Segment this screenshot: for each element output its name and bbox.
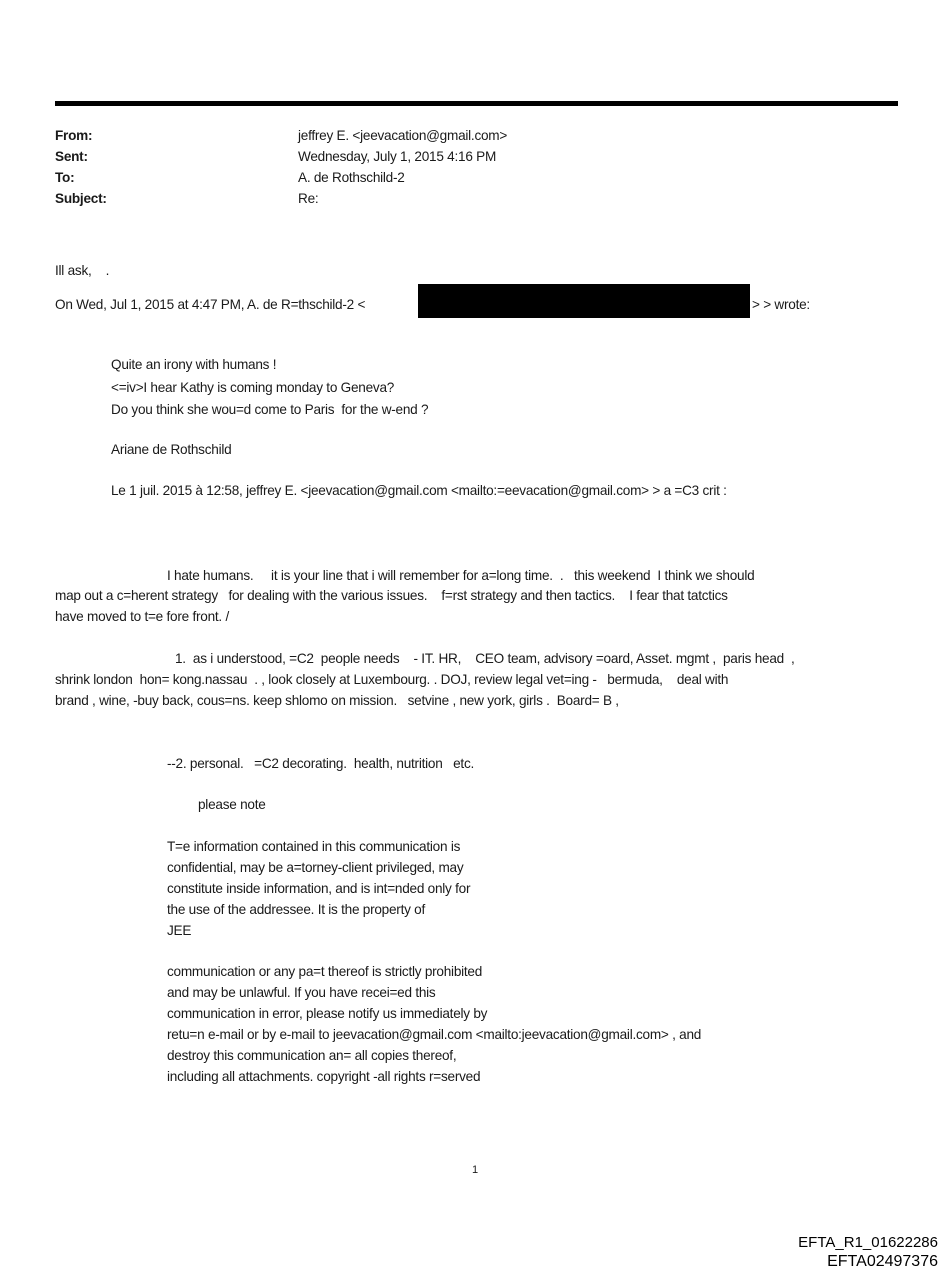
sent-value: Wednesday, July 1, 2015 4:16 PM [298, 149, 497, 164]
disclaimer-line: and may be unlawful. If you have recei=ed this [167, 985, 436, 1000]
sent-label: Sent: [55, 149, 88, 164]
disclaimer-line: constitute inside information, and is int=nded only for [167, 881, 471, 896]
quote-intro-end: > > wrote: [752, 297, 810, 312]
to-label: To: [55, 170, 75, 185]
disclaimer-line: JEE [167, 923, 192, 938]
para1-line: map out a c=herent strategy for dealing with the various issues. f=rst strategy and then tactics. I fear that tatctics [55, 588, 728, 603]
quoted-line: Quite an irony with humans ! [111, 357, 277, 372]
quoted-line: Do you think she wou=d come to Paris for the w-end ? [111, 402, 429, 417]
subject-value: Re: [298, 191, 319, 206]
from-value: jeffrey E. <jeevacation@gmail.com> [298, 128, 508, 143]
para1-line: I hate humans. it is your line that i will remember for a=long time. . this weekend I think we should [167, 568, 755, 583]
from-label: From: [55, 128, 93, 143]
bates-number-1: EFTA_R1_01622286 [798, 1234, 938, 1251]
para2-line: brand , wine, -buy back, cous=ns. keep shlomo on mission. setvine , new york, girls . Board= B , [55, 693, 619, 708]
para3: --2. personal. =C2 decorating. health, nutrition etc. [167, 756, 475, 771]
disclaimer-line: the use of the addressee. It is the property of [167, 902, 426, 917]
disclaimer-line: including all attachments. copyright -all rights r=served [167, 1069, 481, 1084]
disclaimer-line: destroy this communication an= all copies thereof, [167, 1048, 457, 1063]
para2-line: shrink london hon= kong.nassau . , look closely at Luxembourg. . DOJ, review legal vet=ing - bermuda, deal with [55, 672, 729, 687]
quote-intro: On Wed, Jul 1, 2015 at 4:47 PM, A. de R=thschild-2 < [55, 297, 366, 312]
please-note: please note [198, 797, 266, 812]
nested-intro: Le 1 juil. 2015 à 12:58, jeffrey E. <jeevacation@gmail.com <mailto:=eevacation@gmail.com> > a =C3 crit : [111, 483, 727, 498]
para2-line: 1. as i understood, =C2 people needs - IT. HR, CEO team, advisory =oard, Asset. mgmt , paris head , [175, 651, 795, 666]
subject-label: Subject: [55, 191, 107, 206]
disclaimer-line: communication or any pa=t thereof is strictly prohibited [167, 964, 483, 979]
to-value: A. de Rothschild-2 [298, 170, 405, 185]
reply-text: Ill ask, . [55, 263, 110, 278]
signature: Ariane de Rothschild [111, 442, 232, 457]
disclaimer-line: confidential, may be a=torney-client privileged, may [167, 860, 464, 875]
quoted-line: <=iv>I hear Kathy is coming monday to Geneva? [111, 380, 395, 395]
page-number: 1 [472, 1164, 478, 1176]
disclaimer-line: retu=n e-mail or by e-mail to jeevacation@gmail.com <mailto:jeevacation@gmail.com> , and [167, 1027, 702, 1042]
disclaimer-line: T=e information contained in this communication is [167, 839, 461, 854]
header-rule [55, 101, 898, 106]
disclaimer-line: communication in error, please notify us immediately by [167, 1006, 488, 1021]
bates-number-2: EFTA02497376 [827, 1253, 938, 1270]
redaction-box [418, 284, 750, 318]
para1-line: have moved to t=e fore front. / [55, 609, 229, 624]
